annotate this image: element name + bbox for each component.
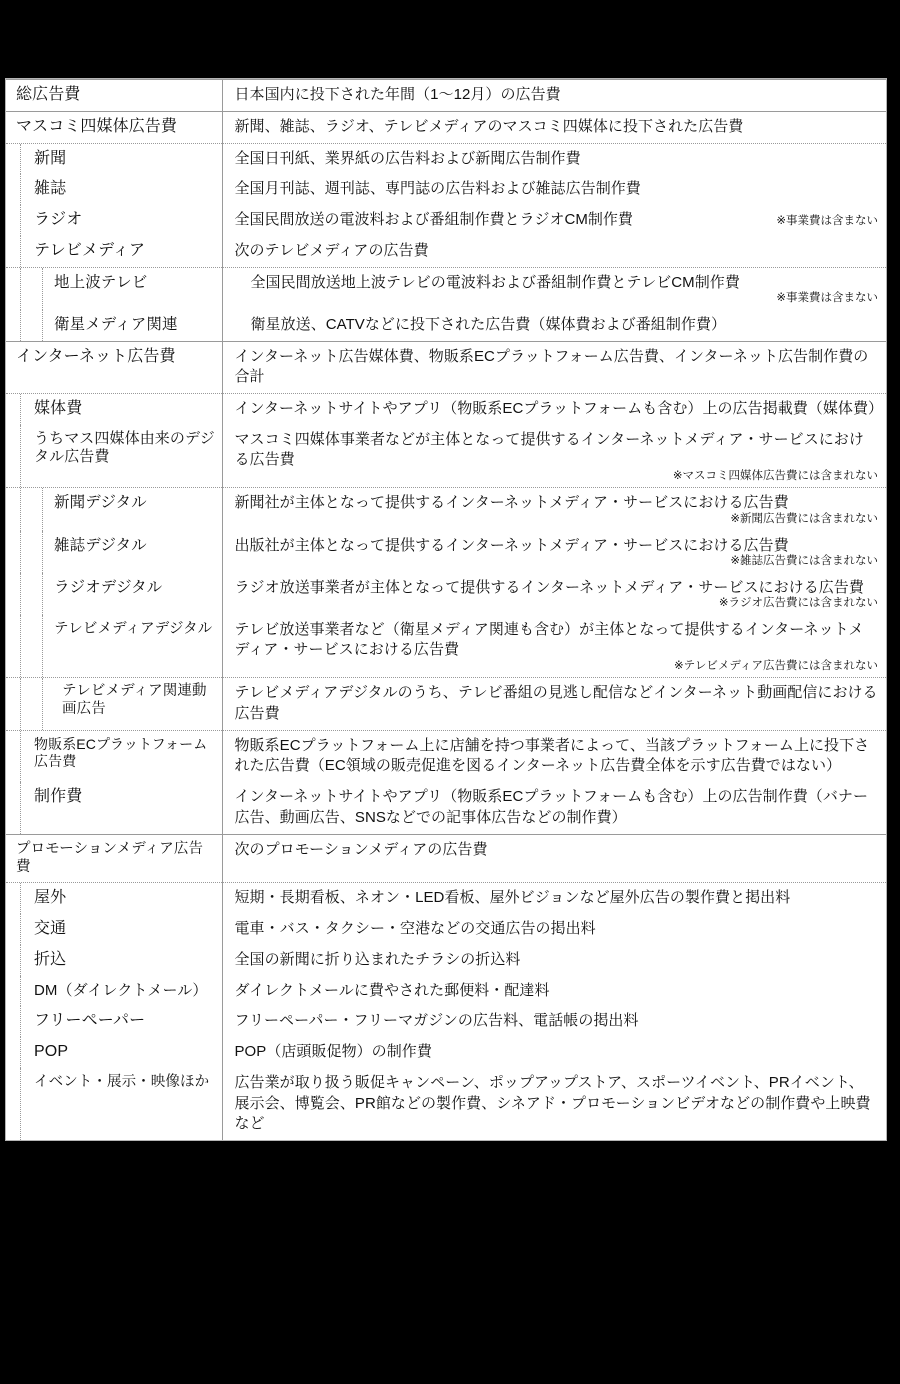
term-cell-level-0 (6, 834, 222, 883)
term-label: 物販系ECプラットフォーム広告費 (34, 735, 208, 770)
description-cell (222, 488, 886, 531)
term-cell-level-1 (6, 393, 222, 424)
description-text: 短期・長期看板、ネオン・LED看板、屋外ビジョンなど屋外広告の製作費と掲出料 (234, 889, 791, 907)
description-text: 物販系ECプラットフォーム上に店舗を持つ事業者によって、当該プラットフォーム上に投下された広告費（EC領域の販売促進を図るインターネット広告費全体を示す広告費ではない） (234, 736, 870, 775)
description-cell (222, 80, 886, 112)
table-row (6, 615, 886, 678)
description-text: 全国月刊誌、週刊誌、専門誌の広告料および雑誌広告制作費 (234, 180, 641, 198)
description-text: 全国日刊紙、業界紙の広告料および新聞広告制作費 (234, 149, 581, 167)
term-cell-level-1 (6, 883, 222, 914)
indent-rail-level-1 (20, 731, 21, 782)
term-cell-level-2 (6, 573, 222, 615)
description-cell (222, 945, 886, 976)
indent-rail-level-1 (20, 310, 21, 341)
description-cell (222, 1068, 886, 1140)
description-text: 全国民間放送の電波料および番組制作費とラジオCM制作費 (234, 211, 633, 229)
term-label: 折込 (34, 950, 67, 968)
indent-rail-level-1 (20, 883, 21, 914)
table-row (6, 310, 886, 341)
description-cell (222, 678, 886, 730)
table-row (6, 531, 886, 573)
description-cell (222, 834, 886, 883)
description-cell (222, 143, 886, 174)
description-cell (222, 1037, 886, 1068)
description-text: テレビ放送事業者など（衛星メディア関連も含む）が主体となって提供するインターネットメディア・サービスにおける広告費 (234, 620, 864, 659)
description-footnote: ※新聞広告費には含まれない (730, 513, 878, 526)
description-cell (222, 615, 886, 678)
description-cell (222, 236, 886, 267)
term-label: フリーペーパー (34, 1012, 146, 1030)
description-text: 新聞、雑誌、ラジオ、テレビメディアのマスコミ四媒体に投下された広告費 (234, 117, 744, 135)
table-row (6, 678, 886, 730)
term-cell-level-1 (6, 945, 222, 976)
description-text: ラジオ放送事業者が主体となって提供するインターネットメディア・サービスにおける広告費 (234, 578, 864, 596)
indent-rail-level-1 (20, 174, 21, 205)
table-row (6, 1068, 886, 1140)
indent-rail-level-1 (20, 531, 21, 573)
description-cell (222, 174, 886, 205)
table-row (6, 80, 886, 112)
table-row (6, 1037, 886, 1068)
description-text: ダイレクトメールに費やされた郵便料・配達料 (234, 981, 550, 999)
indent-rail-level-1 (20, 678, 21, 729)
description-text: インターネットサイトやアプリ（物販系ECプラットフォームも含む）上の広告掲載費（媒体費） (234, 399, 884, 417)
description-cell (222, 573, 886, 615)
term-label: プロモーションメディア広告費 (16, 840, 204, 876)
term-cell-level-1 (6, 976, 222, 1007)
description-cell (222, 341, 886, 393)
description-text: テレビメディアデジタルのうち、テレビ番組の見逃し配信などインターネット動画配信における広告費 (234, 684, 878, 723)
description-text: 電車・バス・タクシー・空港などの交通広告の掲出料 (234, 920, 596, 937)
description-cell (222, 267, 886, 310)
term-label: 屋外 (34, 889, 67, 907)
term-label: ラジオデジタル (54, 578, 163, 596)
table-row (6, 782, 886, 834)
indent-rail-level-1 (20, 1006, 21, 1037)
table-row (6, 425, 886, 488)
indent-rail-level-1 (20, 573, 21, 615)
term-cell-level-1 (6, 1006, 222, 1037)
indent-rail-level-2 (42, 310, 43, 341)
term-label: 衛星メディア関連 (54, 315, 178, 333)
table-row (6, 267, 886, 310)
indent-rail-level-1 (20, 1068, 21, 1140)
description-cell (222, 914, 886, 945)
term-label: マスコミ四媒体広告費 (16, 117, 178, 135)
description-text: POP（店頭販促物）の制作費 (234, 1043, 432, 1061)
table-row (6, 393, 886, 424)
indent-rail-level-2 (42, 573, 43, 615)
indent-rail-level-1 (20, 1037, 21, 1068)
description-cell (222, 205, 886, 236)
table-row (6, 914, 886, 945)
term-label: テレビメディアデジタル (54, 620, 213, 637)
term-label: 新聞デジタル (54, 494, 147, 512)
term-cell-level-1 (6, 730, 222, 782)
description-text: 衛星放送、CATVなどに投下された広告費（媒体費および番組制作費） (250, 315, 727, 333)
description-cell (222, 782, 886, 834)
indent-rail-level-1 (20, 976, 21, 1007)
table-row (6, 730, 886, 782)
description-cell (222, 883, 886, 914)
table-row (6, 341, 886, 393)
term-label: テレビメディア関連動画広告 (62, 683, 207, 718)
description-text: 新聞社が主体となって提供するインターネットメディア・サービスにおける広告費 (234, 494, 789, 512)
indent-rail-level-1 (20, 236, 21, 267)
description-cell (222, 393, 886, 424)
table-row (6, 236, 886, 267)
advertising-expense-definition-table (6, 79, 886, 1140)
term-cell-level-1 (6, 205, 222, 236)
description-text: 全国の新聞に折り込まれたチラシの折込料 (234, 950, 521, 968)
term-cell-level-1 (6, 143, 222, 174)
table-body (6, 80, 886, 1140)
term-label: 雑誌 (34, 180, 67, 198)
description-cell (222, 1006, 886, 1037)
table-row (6, 205, 886, 236)
term-cell-level-0 (6, 111, 222, 143)
term-cell-level-3 (6, 678, 222, 730)
term-cell-level-2 (6, 488, 222, 531)
term-label: うちマス四媒体由来のデジタル広告費 (34, 429, 215, 465)
term-label: DM（ダイレクトメール） (34, 981, 208, 999)
term-cell-level-1 (6, 236, 222, 267)
indent-rail-level-1 (20, 394, 21, 425)
description-text: 出版社が主体となって提供するインターネットメディア・サービスにおける広告費 (234, 536, 789, 554)
indent-rail-level-2 (42, 615, 43, 678)
term-cell-level-1 (6, 174, 222, 205)
description-text: 次のプロモーションメディアの広告費 (234, 840, 488, 858)
indent-rail-level-1 (20, 945, 21, 976)
term-label: 地上波テレビ (54, 273, 148, 291)
table-row (6, 1006, 886, 1037)
definition-table-container (5, 78, 887, 1141)
term-cell-level-1 (6, 425, 222, 488)
term-cell-level-1 (6, 1037, 222, 1068)
term-cell-level-2 (6, 615, 222, 678)
table-row (6, 573, 886, 615)
description-text: 日本国内に投下された年間（1〜12月）の広告費 (234, 86, 561, 103)
indent-rail-level-1 (20, 425, 21, 488)
table-row (6, 976, 886, 1007)
table-row (6, 488, 886, 531)
term-label: 雑誌デジタル (54, 536, 147, 554)
indent-rail-level-1 (20, 488, 21, 530)
description-footnote: ※事業費は含まない (776, 215, 878, 228)
description-footnote: ※テレビメディア広告費には含まれない (674, 660, 878, 673)
term-label: インターネット広告費 (16, 347, 176, 365)
description-text: インターネットサイトやアプリ（物販系ECプラットフォームも含む）上の広告制作費（バナー広告、動画広告、SNSなどでの記事体広告などの制作費） (234, 788, 868, 826)
description-text: 次のテレビメディアの広告費 (234, 241, 429, 259)
indent-rail-level-2 (42, 268, 43, 310)
description-text: 広告業が取り扱う販促キャンペーン、ポップアップストア、スポーツイベント、PRイベント、展示会、博覧会、PR館などの製作費、シネアド・プロモーションビデオなどの制作費や上映費など (234, 1073, 871, 1133)
table-row (6, 174, 886, 205)
description-footnote: ※事業費は含まない (776, 292, 878, 305)
indent-rail-level-1 (20, 205, 21, 236)
indent-rail-level-2 (42, 531, 43, 573)
description-footnote: ※ラジオ広告費には含まれない (718, 597, 878, 610)
table-row (6, 883, 886, 914)
term-label: 制作費 (34, 788, 83, 806)
term-label: イベント・展示・映像ほか (34, 1073, 210, 1090)
term-label: 媒体費 (34, 399, 83, 417)
indent-rail-level-2 (42, 488, 43, 530)
description-footnote: ※マスコミ四媒体広告費には含まれない (672, 470, 878, 483)
term-cell-level-1 (6, 782, 222, 834)
description-cell (222, 730, 886, 782)
table-row (6, 111, 886, 143)
term-label: 総広告費 (16, 86, 81, 103)
description-cell (222, 976, 886, 1007)
indent-rail-level-1 (20, 615, 21, 678)
description-text: フリーペーパー・フリーマガジンの広告料、電話帳の掲出料 (234, 1012, 639, 1030)
term-label: テレビメディア (34, 241, 146, 259)
description-cell (222, 111, 886, 143)
term-label: 交通 (34, 920, 67, 937)
description-cell (222, 425, 886, 488)
indent-rail-level-1 (20, 268, 21, 310)
description-cell (222, 310, 886, 341)
description-text: 全国民間放送地上波テレビの電波料および番組制作費とテレビCM制作費 (250, 273, 740, 291)
indent-rail-level-1 (20, 914, 21, 945)
table-row (6, 143, 886, 174)
table-row (6, 834, 886, 883)
term-cell-level-1 (6, 914, 222, 945)
indent-rail-level-1 (20, 782, 21, 833)
term-label: 新聞 (34, 149, 67, 167)
description-text: マスコミ四媒体事業者などが主体となって提供するインターネットメディア・サービスにおける広告費 (234, 430, 864, 469)
indent-rail-level-1 (20, 144, 21, 175)
term-cell-level-0 (6, 341, 222, 393)
term-cell-level-0 (6, 80, 222, 112)
term-cell-level-1 (6, 1068, 222, 1140)
description-footnote: ※雑誌広告費には含まれない (730, 555, 878, 568)
term-label: POP (34, 1043, 69, 1061)
term-cell-level-2 (6, 310, 222, 341)
indent-rail-level-2 (42, 678, 43, 729)
term-label: ラジオ (34, 211, 83, 229)
term-cell-level-2 (6, 267, 222, 310)
term-cell-level-2 (6, 531, 222, 573)
description-text: インターネット広告媒体費、物販系ECプラットフォーム広告費、インターネット広告制作費の合計 (234, 347, 869, 386)
description-cell (222, 531, 886, 573)
table-row (6, 945, 886, 976)
